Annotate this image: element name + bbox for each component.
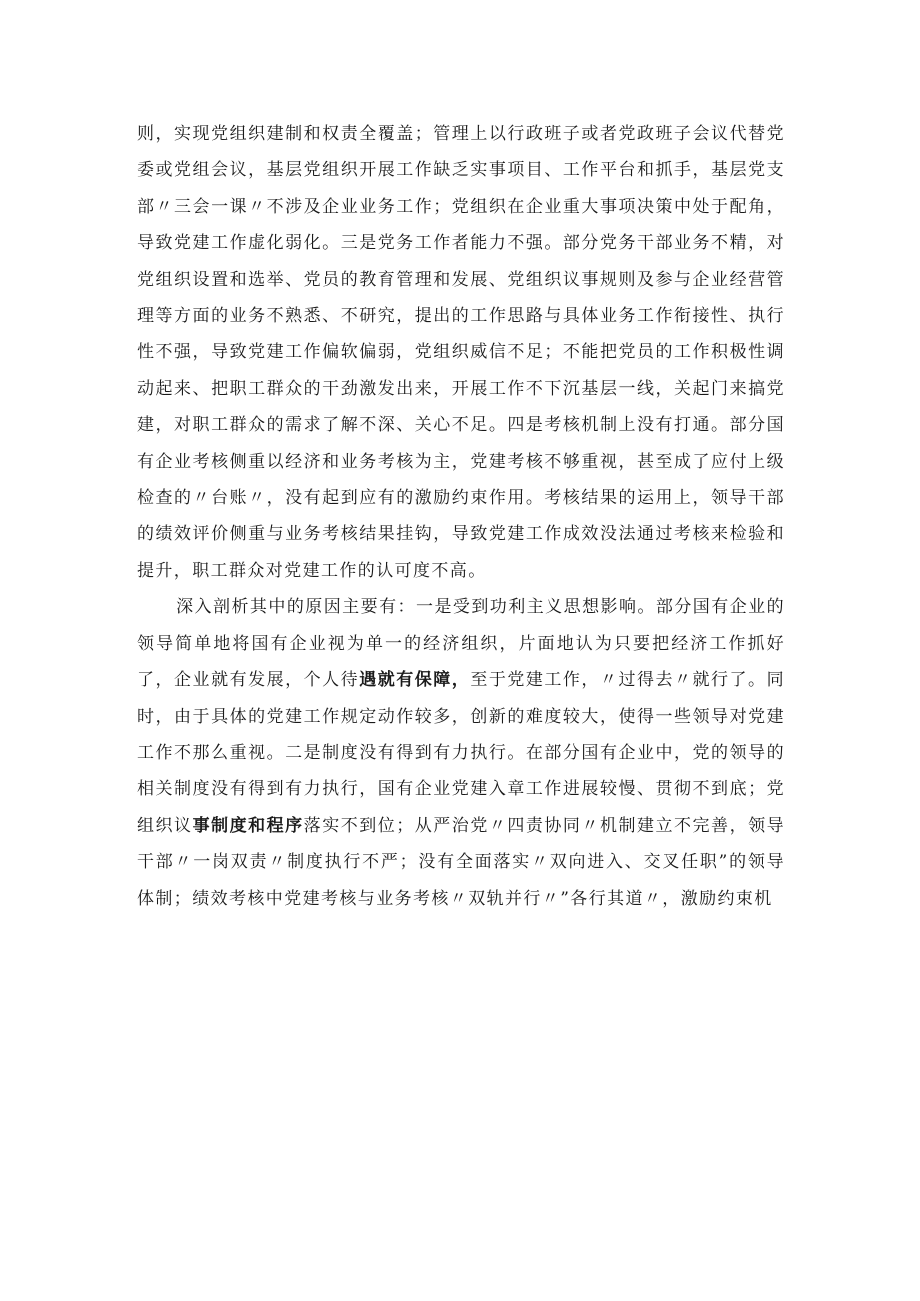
paragraph-2-text-a: 深入剖析其中的原因主要有：一是受到功利主义思想影响。部分国有企业的领导简单地将国有企业视为单一的经济组织，片面地认为只要把经济工作抓好了，企业就有发展，个人待	[137, 597, 785, 691]
paragraph-1-text: 则，实现党组织建制和权责全覆盖；管理上以行政班子或者党政班子会议代替党委或党组会议，基层党组织开展工作缺乏实事项目、工作平台和抓手，基层党支部〃三会一课〃不涉及企业业务工作；党组织在企业重大事项决策中处于配角，导致党建工作虚化弱化。三是党务工作者能力不强。部分党务干部业务不精，对党组织设置和选举、党员的教育管理和发展、党组织议事规则及参与企业经营管理等方面的业务不熟悉、不研究，提出的工作思路与具体业务工作衔接性、执行性不强，导致党建工作偏软偏弱，党组织威信不足；不能把党员的工作积极性调动起来、把职工群众的干劲激发出来，开展工作不下沉基层一线，关起门来搞党建，对职工群众的需求了解不深、关心不足。四是考核机制上没有打通。部分国有企业考核侧重以经济和业务考核为主，党建考核不够重视，甚至成了应付上级检查的〃台账〃，没有起到应有的激励约束作用。考核结果的运用上，领导干部的绩效评价侧重与业务考核结果挂钩，导致党建工作成效没法通过考核来检验和提升，职工群众对党建工作的认可度不高。	[137, 124, 785, 581]
paragraph-2-text-c: 落实不到位；从严治党〃四责协同〃机制建立不完善，领导干部〃一岗双责〃制度执行不严；没有全面落实〃双向进入、交叉任职”的领导体制；绩效考核中党建考核与业务考核〃双轨并行〃”各行其道〃，激励约束机	[137, 815, 786, 909]
paragraph-2-text-b: 至于党建工作，〃过得去〃就行了。同时，由于具体的党建工作规定动作较多，创新的难度较大，使得一些领导对党建工作不那么重视。二是制度没有得到有力执行。在部分国有企业中，党的领导的相关制度没有得到有力执行，国有企业党建入章工作进展较慢、贯彻不到底；党组织议	[137, 670, 785, 836]
paragraph-2-bold-a: 遇就有保障，	[359, 670, 471, 691]
paragraph-2-bold-b: 事制度和程序	[192, 815, 304, 836]
paragraph-1	[137, 116, 785, 589]
document-page	[137, 116, 785, 917]
paragraph-2	[137, 589, 785, 917]
